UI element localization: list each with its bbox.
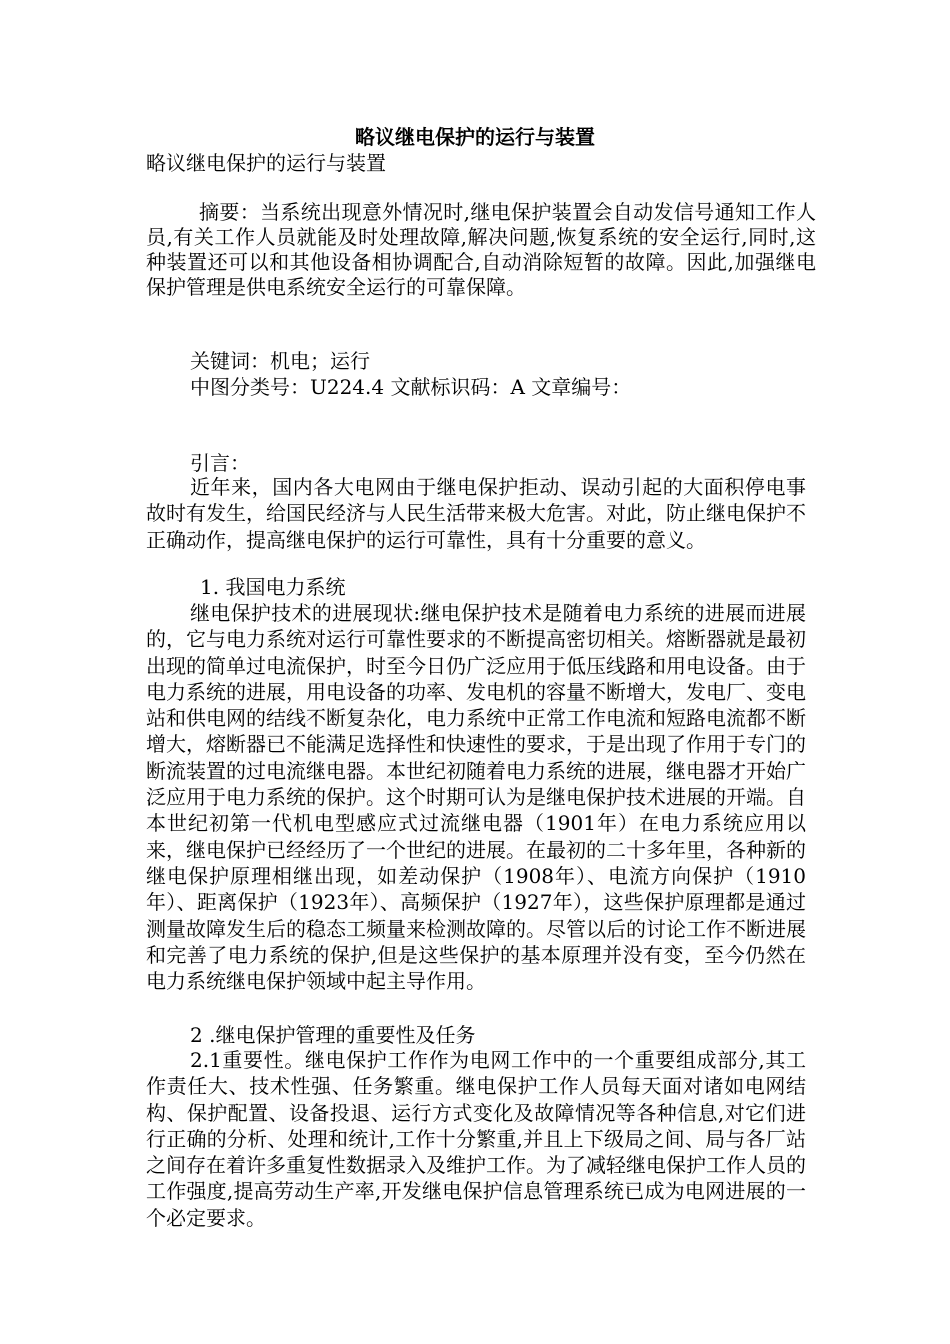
abstract-paragraph: 摘要：当系统出现意外情况时,继电保护装置会自动发信号通知工作人员,有关工作人员就能及时处理故障,解决问题,恢复系统的安全运行,同时,这种装置还可以和其他设备相协调配合,自动消除短暂的故障。因此,加强继电保护管理是供电系统安全运行的可靠保障。 (146, 200, 816, 299)
document-subtitle: 略议继电保护的运行与装置 (146, 151, 386, 175)
section1-heading: 1. 我国电力系统 (200, 575, 346, 599)
keywords-line: 关键词：机电；运行 (190, 349, 370, 373)
intro-label: 引言： (190, 451, 250, 475)
classification-line: 中图分类号：U224.4 文献标识码：A 文章编号： (190, 375, 632, 399)
document-title: 略议继电保护的运行与装置 (355, 125, 595, 149)
section2-1-paragraph: 2.1重要性。继电保护工作作为电网工作中的一个重要组成部分,其工作责任大、技术性强、任务繁重。继电保护工作人员每天面对诸如电网结构、保护配置、设备投退、运行方式变化及故障情况等各种信息,对它们进行正确的分析、处理和统计,工作十分繁重,并且上下级局之间、局与各厂站之间存在着许多重复性数据录入及维护工作。为了减轻继电保护工作人员的工作强度,提高劳动生产率,开发继电保护信息管理系统已成为电网进展的一个必定要求。 (146, 1048, 806, 1230)
section2-heading: 2 .继电保护管理的重要性及任务 (190, 1023, 476, 1047)
section1-paragraph: 继电保护技术的进展现状:继电保护技术是随着电力系统的进展而进展的，它与电力系统对运行可靠性要求的不断提高密切相关。熔断器就是最初出现的简单过电流保护，时至今日仍广泛应用于低压线路和用电设备。由于电力系统的进展，用电设备的功率、发电机的容量不断增大，发电厂、变电站和供电网的结线不断复杂化，电力系统中正常工作电流和短路电流都不断增大，熔断器已不能满足选择性和快速性的要求，于是出现了作用于专门的断流装置的过电流继电器。本世纪初随着电力系统的进展，继电器才开始广泛应用于电力系统的保护。这个时期可认为是继电保护技术进展的开端。自本世纪初第一代机电型感应式过流继电器（1901年）在电力系统应用以来，继电保护已经经历了一个世纪的进展。在最初的二十多年里，各种新的继电保护原理相继出现，如差动保护（1908年）、电流方向保护（1910年）、距离保护（1923年）、高频保护（1927年），这些保护原理都是通过测量故障发生后的稳态工频量来检测故障的。尽管以后的讨论工作不断进展和完善了电力系统的保护,但是这些保护的基本原理并没有变，至今仍然在电力系统继电保护领域中起主导作用。 (146, 601, 806, 994)
intro-paragraph: 近年来，国内各大电网由于继电保护拒动、误动引起的大面积停电事故时有发生，给国民经济与人民生活带来极大危害。对此，防止继电保护不正确动作，提高继电保护的运行可靠性，具有十分重要的意义。 (146, 475, 806, 552)
